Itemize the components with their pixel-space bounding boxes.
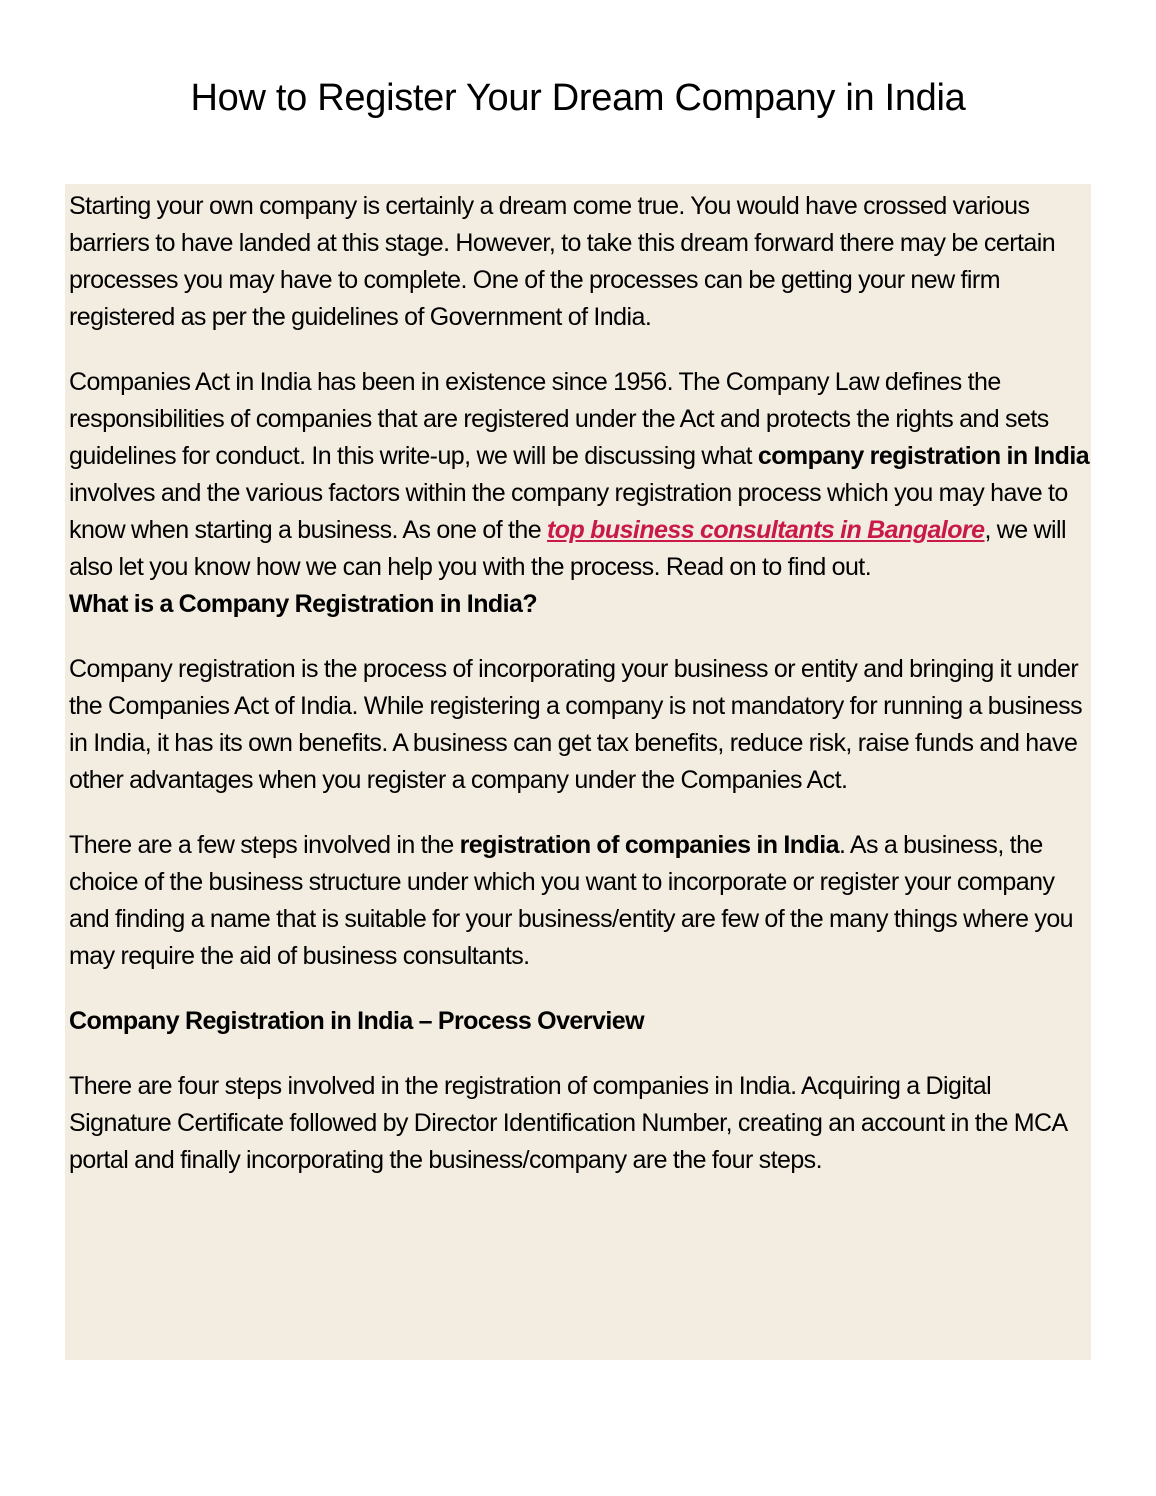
section-heading-process-overview: Company Registration in India – Process Overview: [69, 1007, 644, 1035]
definition-paragraph: Company registration is the process of incorporating your business or entity and bringing it under the Companies Act of India. While registering a company is not mandatory for running a business in India, it has its own benefits. A business can get tax benefits, reduce risk, raise funds and have other advantages when you register a company under the Companies Act.: [69, 655, 1083, 794]
bold-phrase: registration of companies in India: [459, 831, 839, 859]
page-title: How to Register Your Dream Company in India: [190, 77, 966, 119]
article-body: [65, 184, 1091, 1360]
paragraph-text: involves and the various factors within the company registration process which you may have to know when starting a business. As one of the: [69, 479, 1068, 544]
companies-act-paragraph: [69, 364, 1091, 586]
steps-paragraph: [69, 827, 1091, 975]
paragraph-text: There are a few steps involved in the: [69, 831, 460, 859]
paragraph-text: , we will also let you know how we can help you with the process. Read on to find out.: [69, 516, 1067, 581]
business-consultants-link[interactable]: top business consultants in Bangalore: [547, 516, 985, 544]
paragraph-text: . As a business, the choice of the business structure under which you want to incorporate or register your company and finding a name that is suitable for your business/entity are few of the many things where you may require the aid of business consultants.: [69, 831, 1074, 970]
paragraph-text: Companies Act in India has been in existence since 1956. The Company Law defines the responsibilities of companies that are registered under the Act and protects the rights and sets guidelines for conduct. In this write-up, we will be discussing what: [69, 368, 1049, 470]
intro-paragraph: Starting your own company is certainly a dream come true. You would have crossed various barriers to have landed at this stage. However, to take this dream forward there may be certain processes you may have to complete. One of the processes can be getting your new firm registered as per the guidelines of Government of India.: [69, 192, 1056, 331]
four-steps-paragraph: There are four steps involved in the registration of companies in India. Acquiring a Digital Signature Certificate followed by Director Identification Number, creating an account in the MCA portal and finally incorporating the business/company are the four steps.: [69, 1072, 1067, 1174]
section-heading-what-is: What is a Company Registration in India?: [69, 590, 538, 618]
bold-phrase: company registration in India: [757, 442, 1090, 470]
